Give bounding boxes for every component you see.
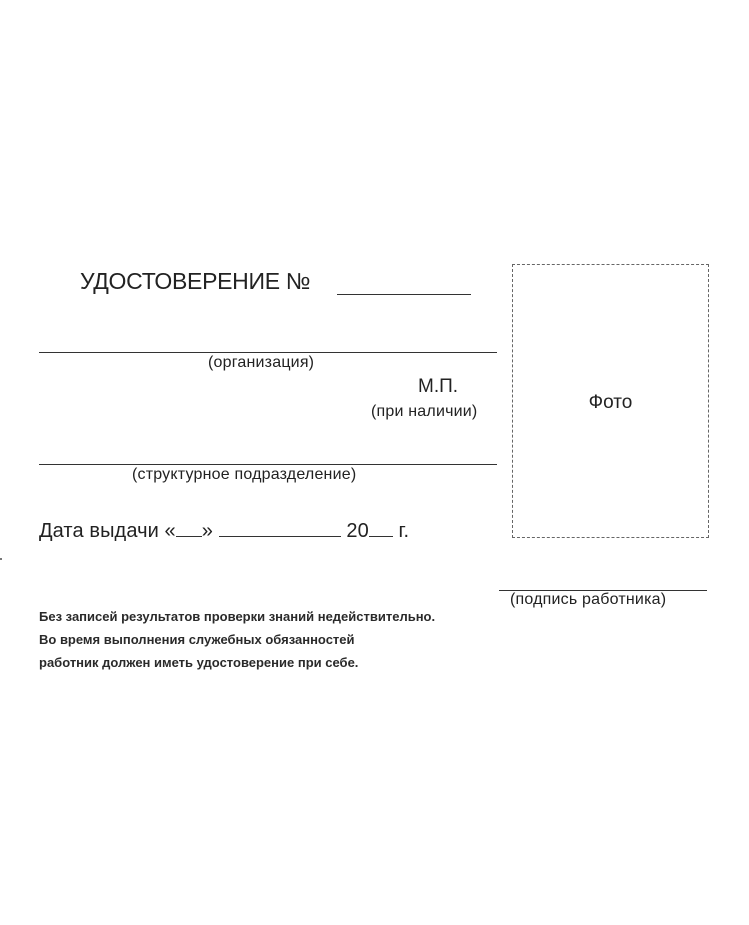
photo-label: Фото — [588, 392, 633, 413]
organization-blank[interactable] — [39, 352, 497, 353]
department-caption: (структурное подразделение) — [132, 466, 357, 483]
stamp-note: (при наличии) — [371, 403, 478, 420]
margin-mark — [0, 558, 2, 560]
organization-caption: (организация) — [208, 354, 315, 371]
note-line: Без записей результатов проверки знаний недействительно. — [39, 609, 436, 624]
certificate-title: УДОСТОВЕРЕНИЕ № — [80, 268, 311, 294]
issue-day-blank[interactable] — [176, 518, 202, 537]
issue-date-quote-close: » — [201, 520, 214, 542]
stamp-label: М.П. — [418, 376, 459, 397]
certificate-number-blank[interactable] — [337, 294, 471, 295]
validity-notes — [39, 605, 435, 674]
signature-caption: (подпись работника) — [510, 591, 667, 608]
issue-year-prefix: 20 — [346, 520, 369, 542]
note-line: Во время выполнения служебных обязанностей — [39, 632, 355, 647]
note-line: работник должен иметь удостоверение при себе. — [39, 655, 359, 670]
department-blank[interactable] — [39, 464, 497, 465]
issue-year-blank[interactable] — [369, 518, 393, 537]
issue-date-label: Дата выдачи « — [39, 520, 176, 542]
issue-date-row — [39, 518, 409, 543]
issue-month-blank[interactable] — [219, 518, 341, 537]
issue-year-suffix: г. — [398, 520, 410, 542]
